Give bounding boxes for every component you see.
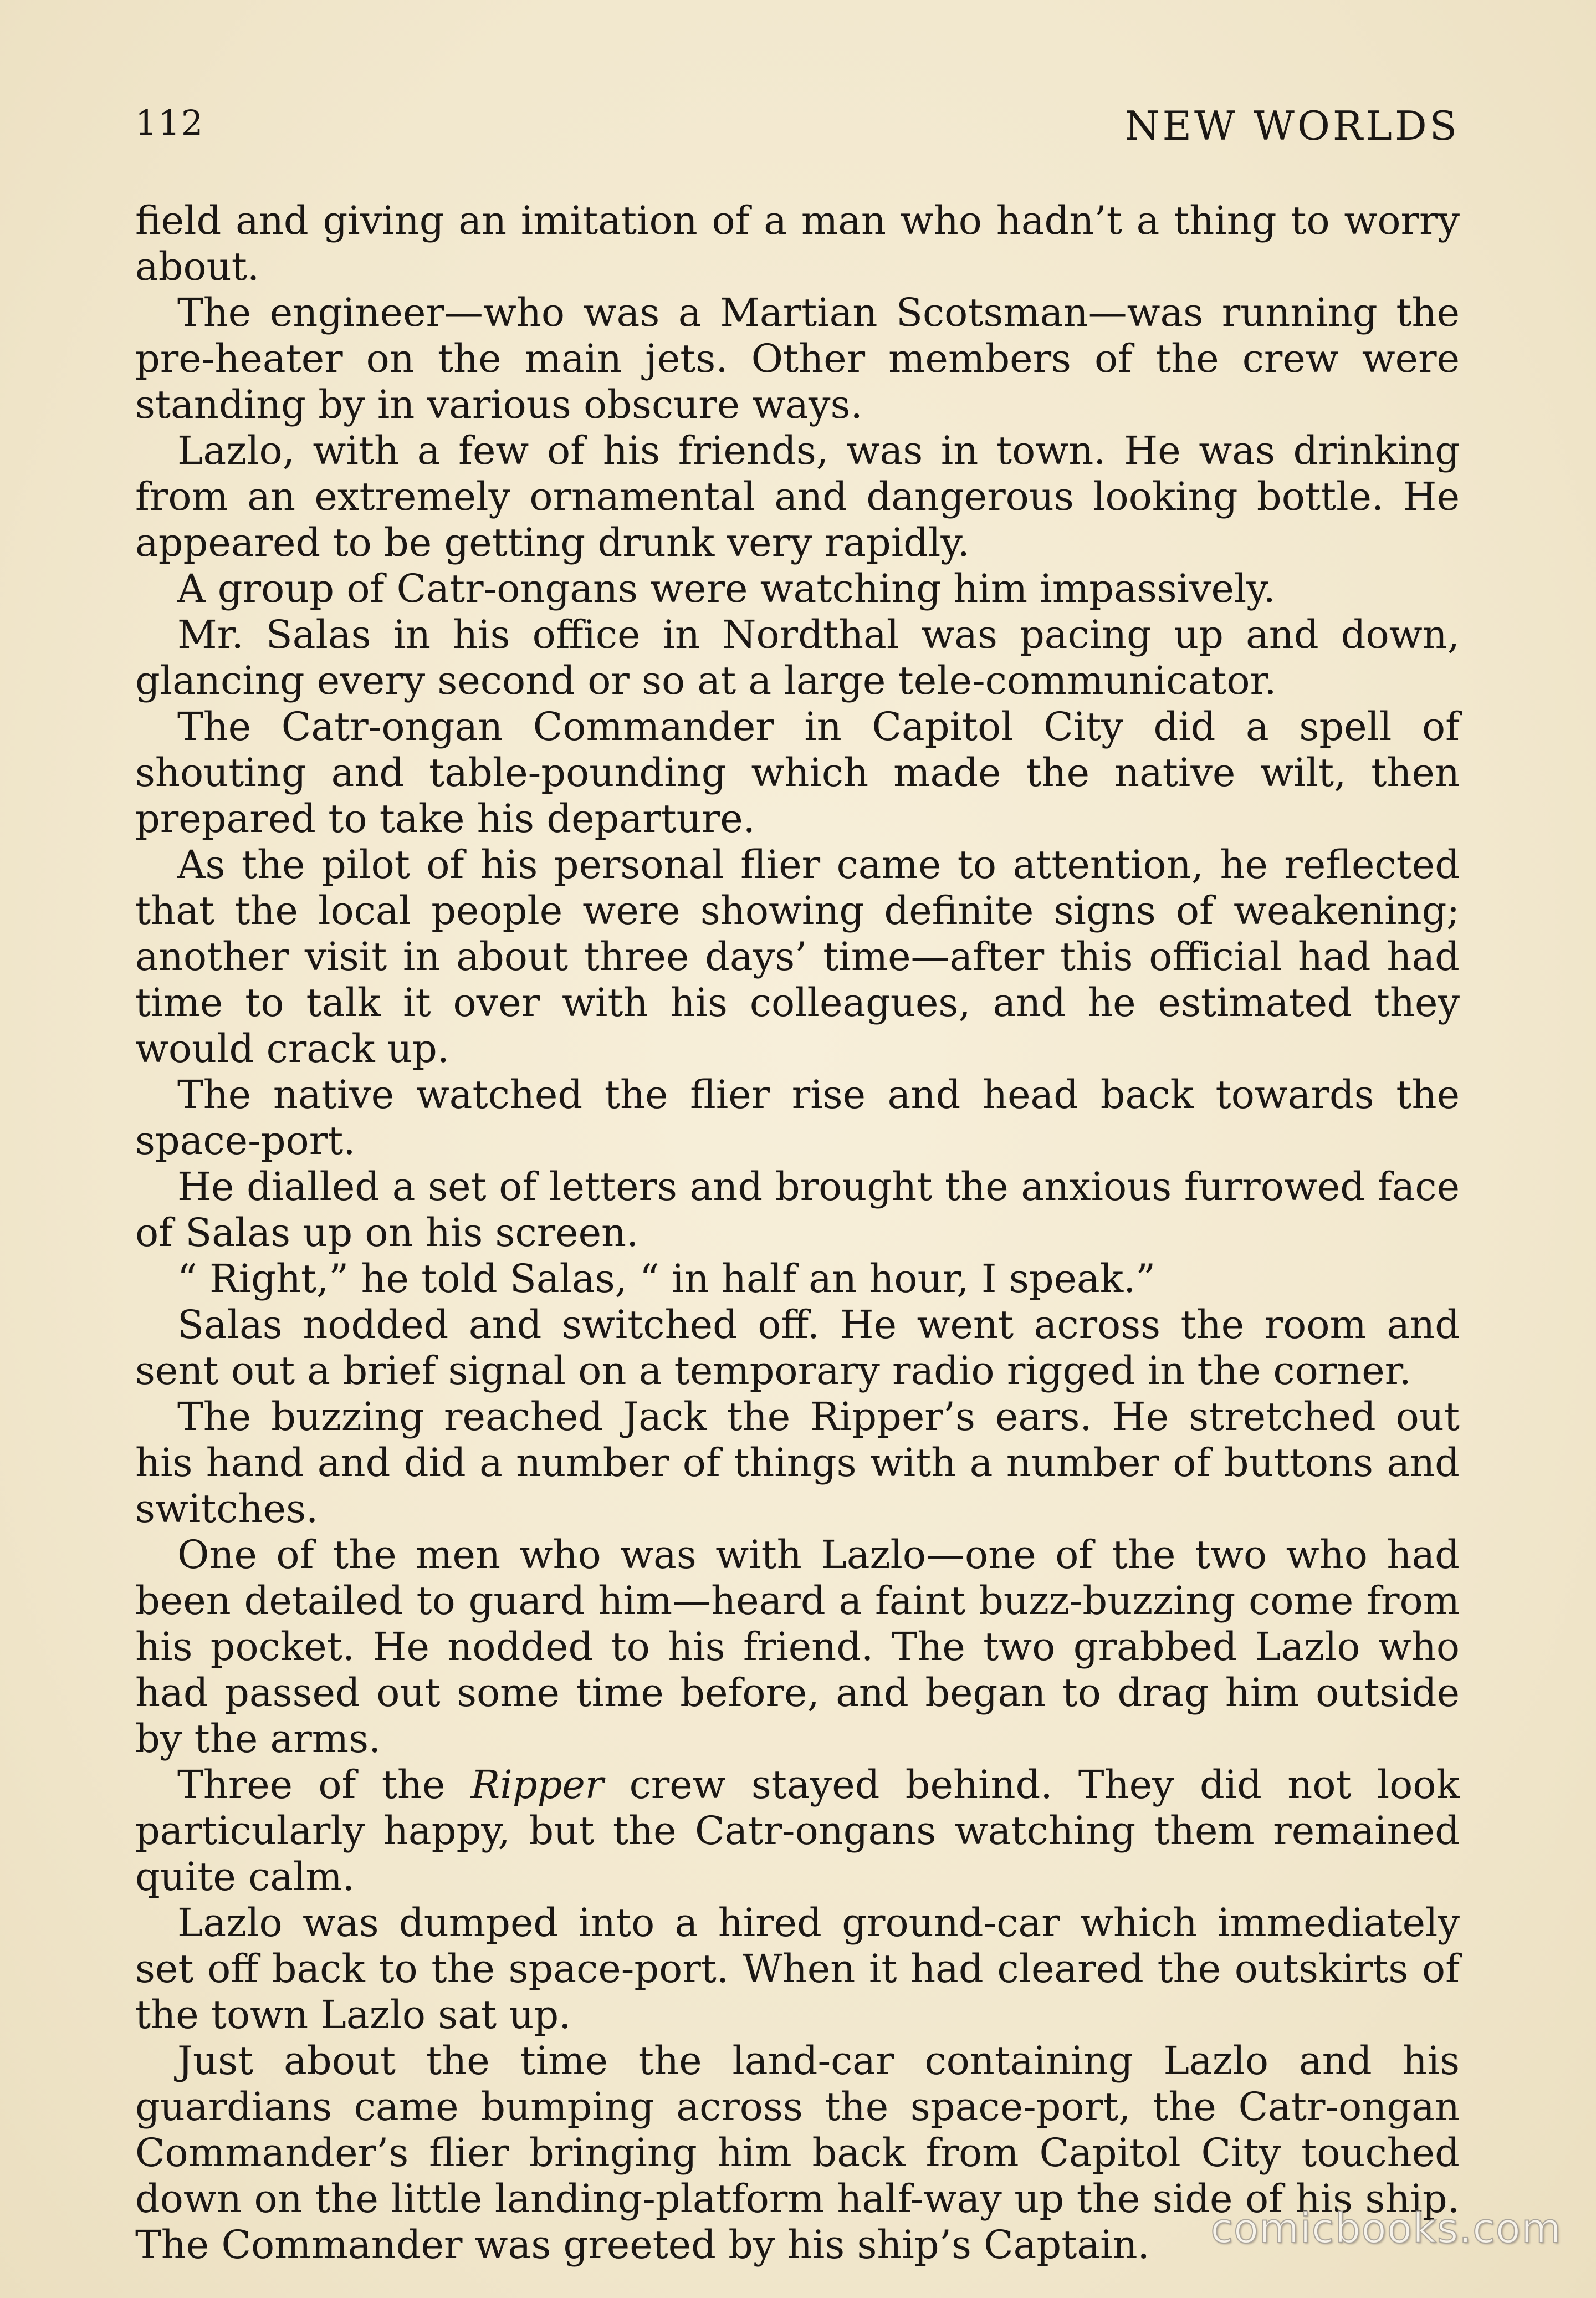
- page-header: [135, 103, 1460, 169]
- paragraph: A group of Catr-ongans were watching him impassively.: [177, 566, 1276, 611]
- paragraph: Lazlo was dumped into a hired ground-car which immediately set off back to the space-port. When it had cleared the outskirts of the town Lazlo sat up.: [135, 1900, 1460, 2037]
- page-number: 112: [135, 103, 204, 143]
- paragraph: Just about the time the land-car containing Lazlo and his guardians came bumping across the space-port, the Catr-ongan Commander’s flier bringing him back from Capitol City touched down on the little landing-platform half-way up the side of his ship. The Commander was greeted by his ship’s Captain.: [135, 2038, 1460, 2268]
- paragraph: The native watched the flier rise and head back towards the space-port.: [135, 1072, 1460, 1163]
- paragraph: Mr. Salas in his office in Nordthal was pacing up and down, glancing every second or so at a large tele-communicator.: [135, 612, 1460, 703]
- paragraph: One of the men who was with Lazlo—one of the two who had been detailed to guard him—heard a faint buzz-buzzing come from his pocket. He nodded to his friend. The two grabbed Lazlo who had passed out some time before, and began to drag him outside by the arms.: [135, 1532, 1460, 1761]
- paragraph-text: crew stayed behind. They did not look particularly happy, but the Catr-ongans watching them remained quite calm.: [135, 1762, 1460, 1899]
- paragraph-text: Three of the: [177, 1762, 471, 1807]
- paragraph: Lazlo, with a few of his friends, was in town. He was drinking from an extremely ornamental and dangerous looking bottle. He appeared to be getting drunk very rapidly.: [135, 428, 1460, 565]
- paragraph: Salas nodded and switched off. He went across the room and sent out a brief signal on a temporary radio rigged in the corner.: [135, 1302, 1460, 1393]
- paragraph: He dialled a set of letters and brought the anxious furrowed face of Salas up on his screen.: [135, 1164, 1460, 1255]
- paragraph: The Catr-ongan Commander in Capitol City did a spell of shouting and table-pounding which made the native wilt, then prepared to take his departure.: [135, 704, 1460, 841]
- body-text: [135, 198, 1460, 2268]
- paragraph: As the pilot of his personal flier came to attention, he reflected that the local people were showing definite signs of weakening; another visit in about three days’ time—after this official had had time to talk it over with his colleagues, and he estimated they would crack up.: [135, 842, 1460, 1071]
- paragraph: The buzzing reached Jack the Ripper’s ears. He stretched out his hand and did a number of things with a number of buttons and switches.: [135, 1394, 1460, 1531]
- paragraph: [135, 1762, 1460, 1900]
- running-head: NEW WORLDS: [1124, 103, 1460, 149]
- paragraph: “ Right,” he told Salas, “ in half an hour, I speak.”: [177, 1256, 1156, 1301]
- watermark: comicbooks.com: [1210, 2205, 1562, 2253]
- paragraph: The engineer—who was a Martian Scotsman—was running the pre-heater on the main jets. Other members of the crew were standing by in various obscure ways.: [135, 290, 1460, 427]
- ship-name-italic: Ripper: [470, 1762, 604, 1807]
- paragraph: field and giving an imitation of a man who hadn’t a thing to worry about.: [135, 198, 1460, 289]
